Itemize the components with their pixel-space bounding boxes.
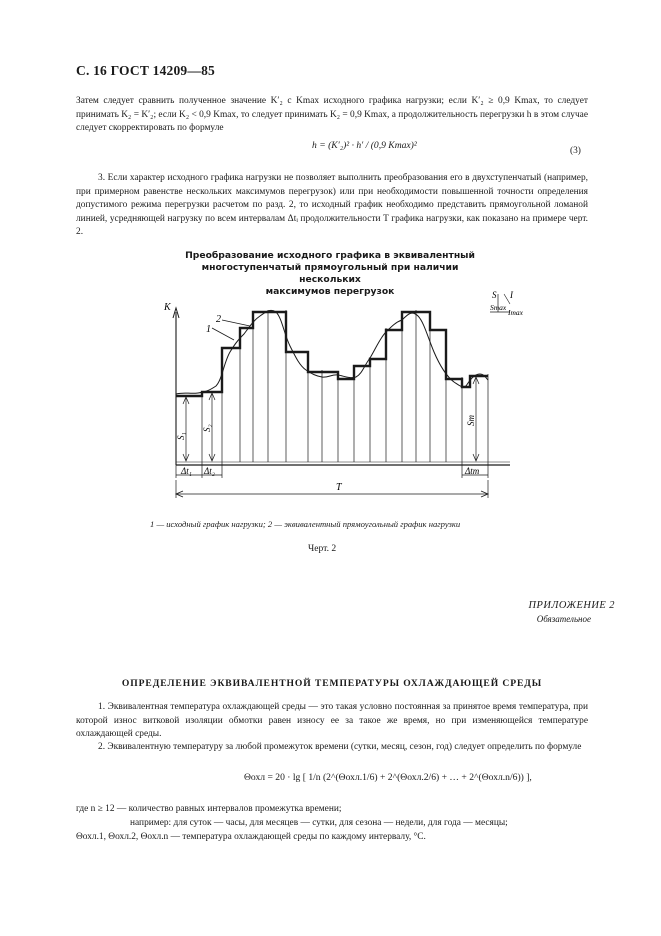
where-line-2: например: для суток — часы, для месяцев — сутки, для сезона — недели, для года — месяцы; bbox=[130, 818, 508, 828]
label-curve-2: 2 bbox=[216, 314, 221, 325]
label-smax: Smax bbox=[490, 303, 507, 312]
label-sm: Sm bbox=[466, 415, 476, 426]
paragraph-3: 3. Если характер исходного графика нагрузки не позволяет выполнить преобразования его в двухступенчатый (например, при примерном равенстве нескольких максимумов перегрузок) или при необходимости повышенной точности определения допустимого режима перегрузки расчетом по разд. 2, то исходный график необходимо представить прямоугольной ломаной линией, усредняющей нагрузку по всем интервалам Δtᵢ продолжительности T графика нагрузки, как показано на примере черт. 2. bbox=[76, 173, 588, 238]
label-k: K bbox=[164, 302, 171, 313]
label-i: I bbox=[510, 290, 513, 300]
figure-title-line-2: многоступенчатый прямоугольный при наличии нескольких bbox=[201, 262, 459, 285]
figure-title-line-1: Преобразование исходного графика в эквивалентный bbox=[185, 250, 475, 261]
label-curve-1: 1 bbox=[206, 324, 211, 335]
delta-t-markers bbox=[176, 465, 488, 478]
label-s: S bbox=[492, 290, 497, 300]
appendix-subtitle: Обязательное bbox=[536, 614, 591, 624]
formula-4: Θохл = 20 · lg [ 1/n (2^(Θохл.1/6) + 2^(Θохл.2/6) + … + 2^(Θохл.n/6)) ], bbox=[244, 772, 532, 783]
label-dt2: Δt₂ bbox=[204, 466, 215, 476]
leader-line-2 bbox=[222, 320, 250, 326]
leader-line-1 bbox=[212, 328, 234, 340]
where-line-3: Θохл.1, Θохл.2, Θохл.n — температура охлаждающей среды по каждому интервалу, °С. bbox=[76, 832, 426, 842]
label-t: T bbox=[336, 482, 342, 493]
section-title: ОПРЕДЕЛЕНИЕ ЭКВИВАЛЕНТНОЙ ТЕМПЕРАТУРЫ ОХЛАЖДАЮЩЕЙ СРЕДЫ bbox=[121, 678, 543, 689]
section-paragraph-1: 1. Эквивалентная температура охлаждающей среды — это такая условно постоянная за принятое время температура, при которой износ витковой изоляции обмотки равен износу ее за такое же время, но при изменяющейся температуре охлаждающей среды. bbox=[76, 702, 588, 740]
load-graph-figure bbox=[150, 282, 530, 510]
label-dt1: Δt₁ bbox=[181, 466, 192, 476]
equivalent-rectangular-graph bbox=[176, 312, 488, 396]
formula-3: h = (K′₂)² · h′ / (0,9 Kmax)² bbox=[312, 140, 417, 151]
section-paragraph-2: 2. Эквивалентную температуру за любой промежуток времени (сутки, месяц, сезон, год) следует определить по формуле bbox=[98, 742, 582, 752]
figure-caption: 1 — исходный график нагрузки; 2 — эквивалентный прямоугольный график нагрузки bbox=[150, 519, 461, 529]
figure-title-line-3: максимумов перегрузок bbox=[265, 286, 395, 297]
where-line-1: где n ≥ 12 — количество равных интервалов промежутка времени; bbox=[76, 804, 342, 814]
label-imax: Imax bbox=[508, 308, 523, 317]
appendix-title: ПРИЛОЖЕНИЕ 2 bbox=[528, 600, 615, 611]
dimension-lines bbox=[183, 377, 479, 461]
label-s1: S₁ bbox=[176, 432, 186, 440]
label-dtm: Δtm bbox=[465, 466, 480, 476]
paragraph-comparison: Затем следует сравнить полученное значение K′₂ с Kmax исходного графика нагрузки; если K′₂ ≥ 0,9 Kmax, то следует принимать K₂ = K′₂; если K₂ < 0,9 Kmax, то следует принимать K₂ = 0,9 Kmax, а продолжительность перегрузки h в этом случае следует скорректировать по формуле bbox=[76, 96, 588, 134]
page-header: С. 16 ГОСТ 14209—85 bbox=[76, 63, 215, 78]
figure-number: Черт. 2 bbox=[308, 543, 337, 554]
formula-3-number: (3) bbox=[570, 146, 581, 156]
label-s2: S₂ bbox=[202, 424, 212, 432]
